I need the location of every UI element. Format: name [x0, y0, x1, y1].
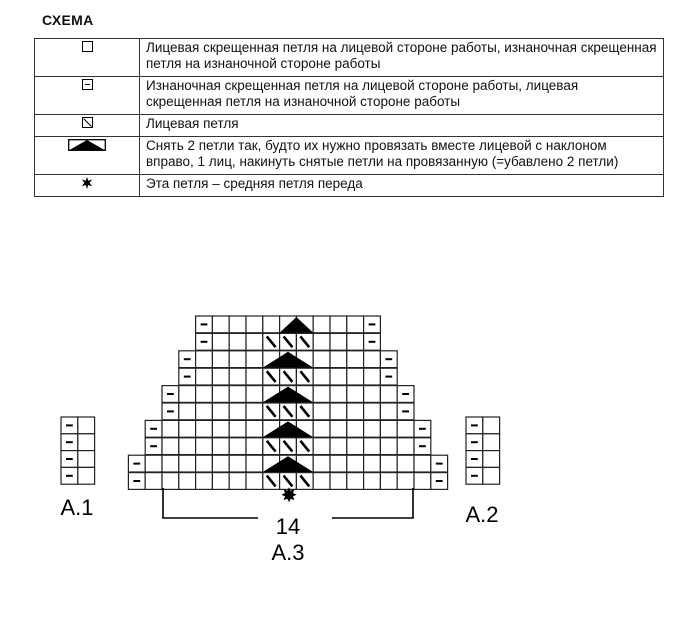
a2-label: A.2: [465, 502, 499, 527]
plain-cell: [313, 316, 330, 333]
plain-cell: [347, 368, 364, 385]
plain-cell: [162, 420, 179, 437]
plain-cell: [380, 455, 397, 472]
knit-cell: [280, 333, 297, 350]
purl-cell: [196, 333, 213, 350]
purl-cell: [431, 473, 448, 490]
plain-cell: [246, 351, 263, 368]
purl-cell: [162, 403, 179, 420]
plain-cell: [212, 386, 229, 403]
purl-cell: [466, 434, 483, 451]
plain-cell: [330, 403, 347, 420]
knit-cell: [280, 368, 297, 385]
chart-a2: [466, 417, 500, 484]
plain-cell: [347, 403, 364, 420]
plain-cell: [364, 438, 381, 455]
knit-cell: [263, 333, 280, 350]
purl-cell: [128, 455, 145, 472]
plain-cell: [330, 473, 347, 490]
a3-label: A.3: [271, 540, 305, 565]
plain-cell: [483, 451, 500, 468]
plain-cell: [483, 417, 500, 434]
knit-cell: [263, 438, 280, 455]
plain-cell: [380, 386, 397, 403]
plain-cell: [414, 473, 431, 490]
purl-cell: [61, 451, 78, 468]
plain-cell: [313, 351, 330, 368]
plain-cell: [364, 386, 381, 403]
plain-cell: [364, 351, 381, 368]
knit-cell: [263, 403, 280, 420]
plain-cell: [397, 438, 414, 455]
plain-cell: [347, 386, 364, 403]
plain-cell: [246, 386, 263, 403]
knit-cell: [280, 403, 297, 420]
plain-cell: [263, 316, 280, 333]
purl-cell: [414, 438, 431, 455]
plain-cell: [229, 386, 246, 403]
plain-cell: [196, 420, 213, 437]
purl-cell: [380, 368, 397, 385]
plain-cell: [212, 403, 229, 420]
plain-cell: [330, 386, 347, 403]
plain-cell: [246, 473, 263, 490]
plain-cell: [229, 438, 246, 455]
plain-cell: [229, 473, 246, 490]
plain-cell: [162, 473, 179, 490]
purl-cell: [179, 368, 196, 385]
plain-cell: [347, 473, 364, 490]
plain-cell: [313, 473, 330, 490]
plain-cell: [196, 438, 213, 455]
plain-cell: [212, 351, 229, 368]
legend-text: Изнаночная скрещенная петля на лицевой стороне работы, лицевая скрещенная петля на изнаночной стороне работы: [140, 77, 664, 115]
plain-cell: [196, 351, 213, 368]
plain-cell: [330, 368, 347, 385]
plain-cell: [246, 368, 263, 385]
purl-cell: [364, 333, 381, 350]
plain-cell: [78, 434, 95, 451]
plain-cell: [347, 438, 364, 455]
purl-cell: [61, 434, 78, 451]
plain-cell: [179, 403, 196, 420]
plain-cell: [246, 403, 263, 420]
plain-cell: [246, 316, 263, 333]
plain-cell: [330, 438, 347, 455]
chart-a1: [61, 417, 95, 484]
purl-cell: [431, 455, 448, 472]
plain-cell: [330, 316, 347, 333]
plain-cell: [246, 438, 263, 455]
plain-cell: [246, 420, 263, 437]
plain-cell: [212, 368, 229, 385]
plain-cell: [179, 455, 196, 472]
purl-cell: [145, 420, 162, 437]
plain-cell: [414, 455, 431, 472]
legend-text: Лицевая петля: [140, 115, 664, 137]
plain-cell: [179, 473, 196, 490]
plain-cell: [397, 420, 414, 437]
plain-cell: [347, 316, 364, 333]
plain-cell: [196, 455, 213, 472]
plain-cell: [347, 455, 364, 472]
knit-cell: [296, 438, 313, 455]
plain-cell: [179, 438, 196, 455]
purl-cell: [61, 417, 78, 434]
knit-cell: [263, 368, 280, 385]
plain-cell: [78, 467, 95, 484]
plain-cell: [179, 386, 196, 403]
plain-cell: [78, 451, 95, 468]
plain-cell: [483, 467, 500, 484]
knit-cell: [263, 473, 280, 490]
plain-cell: [229, 420, 246, 437]
purl-cell: [380, 351, 397, 368]
schema-title: СХЕМА: [42, 12, 94, 28]
plain-cell: [145, 455, 162, 472]
legend-text: Снять 2 петли так, будто их нужно провязать вместе лицевой с наклоном вправо, 1 лиц, накинуть снятые петли на провязанную (=убавлено 2 петли): [140, 137, 664, 175]
plain-cell: [246, 333, 263, 350]
purl-cell: [466, 467, 483, 484]
a1-label: A.1: [60, 495, 94, 520]
plain-cell: [162, 438, 179, 455]
legend-text: Эта петля – средняя петля переда: [140, 175, 664, 197]
plain-cell: [330, 420, 347, 437]
chart-a3: [128, 316, 447, 489]
plain-cell: [196, 368, 213, 385]
purl-cell: [145, 438, 162, 455]
plain-cell: [364, 473, 381, 490]
plain-cell: [196, 386, 213, 403]
plain-cell: [212, 438, 229, 455]
plain-cell: [313, 368, 330, 385]
plain-cell: [229, 368, 246, 385]
plain-cell: [364, 368, 381, 385]
purl-cell: [128, 473, 145, 490]
plain-cell: [330, 351, 347, 368]
knit-cell: [296, 368, 313, 385]
purl-cell: [162, 386, 179, 403]
plain-cell: [330, 455, 347, 472]
plain-cell: [397, 473, 414, 490]
plain-cell: [347, 351, 364, 368]
plain-cell: [229, 351, 246, 368]
plain-cell: [313, 420, 330, 437]
plain-cell: [78, 417, 95, 434]
plain-cell: [380, 403, 397, 420]
purl-cell: [397, 386, 414, 403]
knit-cell: [280, 438, 297, 455]
center-stitch-star: ✸: [280, 483, 298, 507]
plain-cell: [347, 420, 364, 437]
plain-cell: [212, 420, 229, 437]
purl-cell: [397, 403, 414, 420]
plain-cell: [212, 473, 229, 490]
plain-cell: [364, 403, 381, 420]
plain-cell: [212, 316, 229, 333]
purl-cell: [196, 316, 213, 333]
purl-cell: [179, 351, 196, 368]
plain-cell: [212, 333, 229, 350]
plain-cell: [229, 316, 246, 333]
plain-cell: [229, 403, 246, 420]
plain-cell: [246, 455, 263, 472]
plain-cell: [313, 438, 330, 455]
purl-cell: [364, 316, 381, 333]
plain-cell: [196, 403, 213, 420]
plain-cell: [212, 455, 229, 472]
purl-cell: [466, 451, 483, 468]
plain-cell: [380, 420, 397, 437]
plain-cell: [313, 455, 330, 472]
plain-cell: [229, 455, 246, 472]
purl-cell: [466, 417, 483, 434]
plain-cell: [330, 333, 347, 350]
knit-cell: [296, 403, 313, 420]
plain-cell: [397, 455, 414, 472]
plain-cell: [196, 473, 213, 490]
a3-stitch-count: 14: [275, 514, 301, 539]
plain-cell: [364, 455, 381, 472]
plain-cell: [313, 403, 330, 420]
plain-cell: [229, 333, 246, 350]
legend-text: Лицевая скрещенная петля на лицевой стороне работы, изнаночная скрещенная петля на изнаночной стороне работы: [140, 39, 664, 77]
plain-cell: [313, 333, 330, 350]
plain-cell: [380, 473, 397, 490]
purl-cell: [414, 420, 431, 437]
plain-cell: [145, 473, 162, 490]
plain-cell: [380, 438, 397, 455]
plain-cell: [313, 386, 330, 403]
plain-cell: [483, 434, 500, 451]
knit-cell: [296, 333, 313, 350]
plain-cell: [347, 333, 364, 350]
plain-cell: [364, 420, 381, 437]
plain-cell: [179, 420, 196, 437]
plain-cell: [162, 455, 179, 472]
knit-cell: [296, 473, 313, 490]
purl-cell: [61, 467, 78, 484]
